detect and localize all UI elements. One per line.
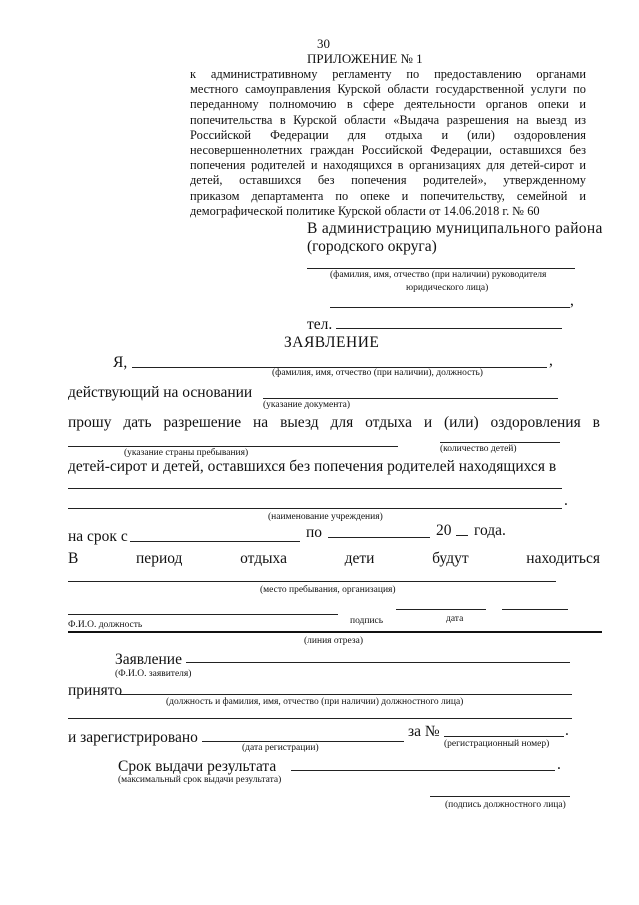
ya-hint: (фамилия, имя, отчество (при наличии), должность) — [272, 368, 483, 378]
fio-position-label: Ф.И.О. должность — [68, 620, 143, 630]
annex-line: попечительства в Курской области «Выдача разрешения на выезд из — [190, 112, 586, 127]
term-to-label: по — [306, 524, 323, 541]
addressee-comma: , — [570, 292, 574, 309]
addressee-blank-line — [307, 268, 575, 269]
annex-line: переданному полномочию в сфере деятельности органов опеки и — [190, 97, 586, 112]
acting-label: действующий на основании — [68, 384, 253, 401]
official-sign-blank-line — [430, 796, 570, 797]
annex-line: Российской Федерации для отдыха и (или) оздоровления — [190, 127, 586, 142]
reg-no-blank-line — [444, 736, 564, 737]
reg-date-blank-line — [202, 741, 404, 742]
official-hint: (должность и фамилия, имя, отчество (при наличии) должностного лица) — [166, 697, 464, 707]
acting-hint: (указание документа) — [263, 400, 350, 410]
addressee-hint: (фамилия, имя, отчество (при наличии) руководителя — [330, 270, 547, 280]
count-hint: (количество детей) — [440, 444, 517, 454]
institution-hint: (наименование учреждения) — [268, 512, 383, 522]
annex-title: ПРИЛОЖЕНИЕ № 1 — [307, 51, 423, 66]
annex-line: попечения родителей и находящихся в организациях для детей-сирот и — [190, 158, 586, 173]
tel-blank-line — [336, 328, 562, 329]
annex-line: детей, оставшихся без попечения родителей», утвержденному — [190, 173, 586, 188]
applicant-blank-line — [186, 662, 570, 663]
institution-blank-line1 — [68, 488, 562, 489]
receipt-statement-label: Заявление — [115, 651, 182, 668]
page-number: 30 — [317, 36, 330, 51]
reg-date-hint: (дата регистрации) — [242, 743, 319, 753]
registered-label: и зарегистрировано — [68, 729, 198, 746]
deadline-blank-line — [291, 770, 555, 771]
term-from-label: на срок с — [68, 528, 128, 545]
official-blank-line — [120, 694, 572, 695]
cut-line-label: (линия отреза) — [304, 636, 364, 646]
applicant-hint: (Ф.И.О. заявителя) — [115, 669, 192, 679]
term-year-blank-line — [456, 535, 468, 536]
date-label: дата — [446, 614, 464, 624]
annex-line: демографической политике Курской области от 14.06.2018 г. № 60 — [190, 203, 540, 218]
acting-blank-line — [263, 398, 558, 399]
country-hint: (указание страны пребывания) — [124, 448, 249, 458]
addressee-blank-line2 — [330, 307, 570, 308]
deadline-dot: . — [557, 756, 561, 773]
ya-comma: , — [549, 352, 553, 369]
signature-label: подпись — [350, 616, 384, 626]
term-from-blank-line — [130, 541, 300, 542]
signature-blank-line — [396, 609, 486, 610]
orphans-text: детей-сирот и детей, оставшихся без попечения родителей находящихся в — [68, 458, 557, 475]
accepted-label: принято — [68, 682, 123, 699]
place-blank-line — [68, 581, 556, 582]
ya-label: Я, — [113, 354, 128, 371]
term-to-blank-line — [328, 537, 430, 538]
annex-line: к административному регламенту по предоставлению органами — [190, 67, 586, 81]
reg-no-label: за № — [408, 723, 440, 740]
official-sign-hint: (подпись должностного лица) — [445, 800, 566, 810]
addressee-line1: В администрацию муниципального района — [307, 220, 603, 237]
request-line: прошу дать разрешение на выезд для отдыха и (или) оздоровления в — [68, 414, 600, 431]
annex-line: местного самоуправления Курской области государственной услуги по — [190, 82, 586, 97]
reg-no-hint: (регистрационный номер) — [444, 739, 550, 749]
term-year-suffix: года. — [474, 522, 506, 539]
statement-heading: ЗАЯВЛЕНИЕ — [284, 334, 380, 351]
fio-blank-line — [68, 614, 338, 615]
term-year-label: 20 — [436, 522, 452, 539]
reg-no-dot: . — [565, 722, 569, 739]
institution-blank-line2 — [68, 508, 562, 509]
count-blank-line — [440, 442, 560, 443]
deadline-hint: (максимальный срок выдачи результата) — [118, 775, 282, 785]
annex-line: несовершеннолетних граждан Российской Федерации, оставшихся без — [190, 143, 586, 158]
official-blank-line2 — [68, 718, 572, 719]
during-line: В период отдыха дети будут находиться — [68, 550, 600, 567]
date-blank-line — [502, 609, 568, 610]
deadline-label: Срок выдачи результата — [118, 758, 277, 775]
institution-dot: . — [564, 492, 568, 509]
country-blank-line — [68, 446, 398, 447]
place-hint: (место пребывания, организация) — [260, 585, 396, 595]
annex-line: приказом департамента по опеке и попечительству, семейной и — [190, 188, 586, 203]
addressee-hint2: юридического лица) — [406, 283, 489, 293]
addressee-line2: (городского округа) — [307, 238, 437, 255]
tel-label: тел. — [307, 316, 333, 333]
annex-text — [190, 67, 586, 219]
cut-line — [68, 631, 602, 633]
